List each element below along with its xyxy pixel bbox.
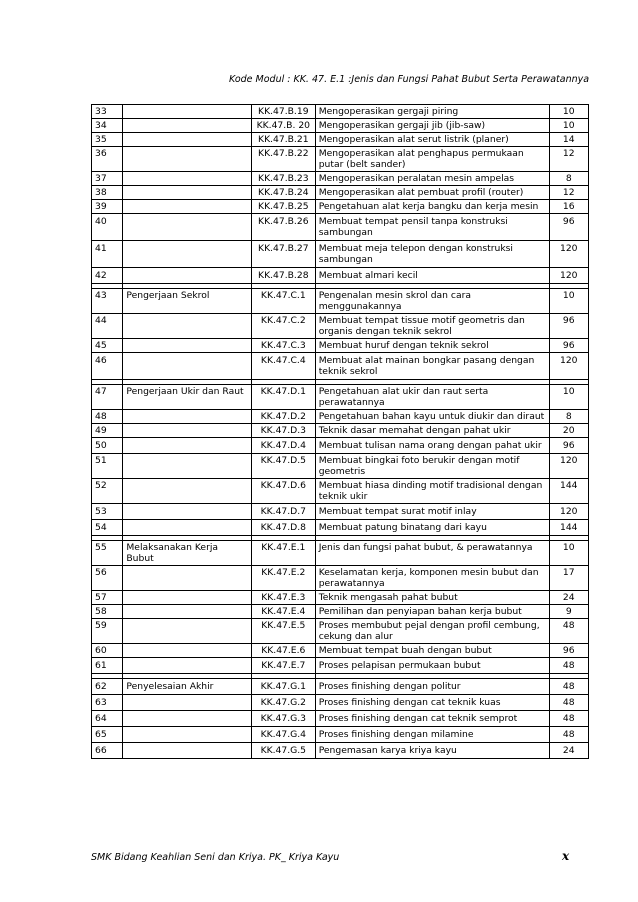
no-cell: 55 bbox=[92, 541, 123, 566]
jp-cell: 14 bbox=[549, 133, 589, 147]
table-row bbox=[92, 438, 589, 454]
uraian-cell: Mengoperasikan gergaji jib (jib-saw) bbox=[315, 119, 549, 133]
kode-cell: KK.47.D.5 bbox=[251, 454, 315, 479]
uraian-cell: Membuat alat mainan bongkar pasang dengan teknik sekrol bbox=[315, 353, 549, 380]
jp-cell: 48 bbox=[549, 695, 589, 711]
no-cell: 49 bbox=[92, 424, 123, 438]
no-cell: 50 bbox=[92, 438, 123, 454]
jp-cell: 24 bbox=[549, 591, 589, 605]
uraian-cell: Proses finishing dengan cat teknik kuas bbox=[315, 695, 549, 711]
uraian-cell: Membuat hiasa dinding motif tradisional dengan teknik ukir bbox=[315, 479, 549, 504]
jp-cell: 96 bbox=[549, 339, 589, 353]
uraian-cell: Proses pelapisan permukaan bubut bbox=[315, 658, 549, 674]
uraian-cell: Jenis dan fungsi pahat bubut, & perawatannya bbox=[315, 541, 549, 566]
uraian-cell: Membuat meja telepon dengan konstruksi sambungan bbox=[315, 241, 549, 268]
table-row bbox=[92, 743, 589, 759]
kode-cell: KK.47.B.22 bbox=[251, 147, 315, 172]
uraian-cell: Membuat tempat tissue motif geometris dan organis dengan teknik sekrol bbox=[315, 314, 549, 339]
table-row bbox=[92, 172, 589, 186]
jp-cell: 10 bbox=[549, 541, 589, 566]
no-cell: 51 bbox=[92, 454, 123, 479]
unit-cell bbox=[123, 147, 252, 172]
unit-cell: Pengerjaan Ukir dan Raut bbox=[123, 385, 252, 410]
unit-cell bbox=[123, 711, 252, 727]
unit-cell bbox=[123, 268, 252, 284]
table-row bbox=[92, 410, 589, 424]
uraian-cell: Membuat tempat buah dengan bubut bbox=[315, 644, 549, 658]
table-row bbox=[92, 147, 589, 172]
jp-cell: 120 bbox=[549, 454, 589, 479]
unit-cell bbox=[123, 504, 252, 520]
uraian-cell: Membuat patung binatang dari kayu bbox=[315, 520, 549, 536]
unit-cell bbox=[123, 605, 252, 619]
no-cell: 37 bbox=[92, 172, 123, 186]
kode-cell: KK.47.B.26 bbox=[251, 214, 315, 241]
kode-cell: KK.47.B.25 bbox=[251, 200, 315, 214]
kode-cell: KK.47.D.8 bbox=[251, 520, 315, 536]
no-cell: 57 bbox=[92, 591, 123, 605]
kode-cell: KK.47.C.2 bbox=[251, 314, 315, 339]
no-cell: 61 bbox=[92, 658, 123, 674]
uraian-cell: Teknik dasar memahat dengan pahat ukir bbox=[315, 424, 549, 438]
no-cell: 45 bbox=[92, 339, 123, 353]
table-row bbox=[92, 504, 589, 520]
jp-cell: 48 bbox=[549, 658, 589, 674]
kode-cell: KK.47.E.1 bbox=[251, 541, 315, 566]
kode-cell: KK.47.D.2 bbox=[251, 410, 315, 424]
table-row bbox=[92, 619, 589, 644]
kode-cell: KK.47.G.4 bbox=[251, 727, 315, 743]
unit-cell bbox=[123, 186, 252, 200]
no-cell: 56 bbox=[92, 566, 123, 591]
uraian-cell: Proses finishing dengan milamine bbox=[315, 727, 549, 743]
jp-cell: 48 bbox=[549, 679, 589, 695]
no-cell: 36 bbox=[92, 147, 123, 172]
uraian-cell: Mengoperasikan alat penghapus permukaan putar (belt sander) bbox=[315, 147, 549, 172]
table-row bbox=[92, 214, 589, 241]
jp-cell: 144 bbox=[549, 520, 589, 536]
kode-cell: KK.47.E.6 bbox=[251, 644, 315, 658]
jp-cell: 12 bbox=[549, 186, 589, 200]
table-row bbox=[92, 200, 589, 214]
no-cell: 63 bbox=[92, 695, 123, 711]
unit-cell bbox=[123, 214, 252, 241]
table-row bbox=[92, 385, 589, 410]
jp-cell: 8 bbox=[549, 410, 589, 424]
unit-cell bbox=[123, 695, 252, 711]
uraian-cell: Mengoperasikan alat serut listrik (planer) bbox=[315, 133, 549, 147]
unit-cell bbox=[123, 119, 252, 133]
jp-cell: 144 bbox=[549, 479, 589, 504]
uraian-cell: Membuat tulisan nama orang dengan pahat ukir bbox=[315, 438, 549, 454]
jp-cell: 17 bbox=[549, 566, 589, 591]
kode-cell: KK.47.E.3 bbox=[251, 591, 315, 605]
no-cell: 62 bbox=[92, 679, 123, 695]
jp-cell: 24 bbox=[549, 743, 589, 759]
no-cell: 66 bbox=[92, 743, 123, 759]
table-row bbox=[92, 541, 589, 566]
no-cell: 65 bbox=[92, 727, 123, 743]
kode-cell: KK.47.E.2 bbox=[251, 566, 315, 591]
jp-cell: 10 bbox=[549, 105, 589, 119]
no-cell: 48 bbox=[92, 410, 123, 424]
jp-cell: 16 bbox=[549, 200, 589, 214]
table-row bbox=[92, 479, 589, 504]
unit-cell bbox=[123, 727, 252, 743]
unit-cell bbox=[123, 566, 252, 591]
jp-cell: 96 bbox=[549, 214, 589, 241]
unit-cell bbox=[123, 339, 252, 353]
unit-cell bbox=[123, 410, 252, 424]
uraian-cell: Membuat almari kecil bbox=[315, 268, 549, 284]
jp-cell: 10 bbox=[549, 289, 589, 314]
unit-cell bbox=[123, 658, 252, 674]
table-row bbox=[92, 520, 589, 536]
no-cell: 34 bbox=[92, 119, 123, 133]
unit-cell bbox=[123, 591, 252, 605]
no-cell: 46 bbox=[92, 353, 123, 380]
table-row bbox=[92, 591, 589, 605]
table-row bbox=[92, 424, 589, 438]
kode-cell: KK.47.B.23 bbox=[251, 172, 315, 186]
unit-cell bbox=[123, 619, 252, 644]
kode-cell: KK.47.B.19 bbox=[251, 105, 315, 119]
kode-cell: KK.47.G.1 bbox=[251, 679, 315, 695]
jp-cell: 120 bbox=[549, 504, 589, 520]
no-cell: 44 bbox=[92, 314, 123, 339]
table-row bbox=[92, 605, 589, 619]
table-row bbox=[92, 186, 589, 200]
unit-cell: Pengerjaan Sekrol bbox=[123, 289, 252, 314]
jp-cell: 120 bbox=[549, 241, 589, 268]
table-row bbox=[92, 711, 589, 727]
jp-cell: 96 bbox=[549, 438, 589, 454]
no-cell: 40 bbox=[92, 214, 123, 241]
kode-cell: KK.47.B. 20 bbox=[251, 119, 315, 133]
unit-cell bbox=[123, 438, 252, 454]
uraian-cell: Pengemasan karya kriya kayu bbox=[315, 743, 549, 759]
uraian-cell: Membuat bingkai foto berukir dengan motif geometris bbox=[315, 454, 549, 479]
table-row bbox=[92, 695, 589, 711]
kode-cell: KK.47.E.5 bbox=[251, 619, 315, 644]
unit-cell bbox=[123, 200, 252, 214]
unit-cell bbox=[123, 520, 252, 536]
no-cell: 43 bbox=[92, 289, 123, 314]
uraian-cell: Proses membubut pejal dengan profil cembung, cekung dan alur bbox=[315, 619, 549, 644]
no-cell: 47 bbox=[92, 385, 123, 410]
footer-text: SMK Bidang Keahlian Seni dan Kriya. PK_ Kriya Kayu bbox=[91, 852, 340, 863]
jp-cell: 20 bbox=[549, 424, 589, 438]
kode-cell: KK.47.B.28 bbox=[251, 268, 315, 284]
unit-cell bbox=[123, 133, 252, 147]
table-row bbox=[92, 727, 589, 743]
jp-cell: 96 bbox=[549, 644, 589, 658]
jp-cell: 120 bbox=[549, 268, 589, 284]
module-table-body bbox=[92, 105, 589, 759]
uraian-cell: Mengoperasikan gergaji piring bbox=[315, 105, 549, 119]
table-row bbox=[92, 105, 589, 119]
unit-cell bbox=[123, 172, 252, 186]
kode-cell: KK.47.B.27 bbox=[251, 241, 315, 268]
kode-cell: KK.47.D.7 bbox=[251, 504, 315, 520]
jp-cell: 96 bbox=[549, 314, 589, 339]
page-number: x bbox=[562, 849, 570, 863]
table-row bbox=[92, 314, 589, 339]
jp-cell: 10 bbox=[549, 119, 589, 133]
no-cell: 42 bbox=[92, 268, 123, 284]
kode-cell: KK.47.E.4 bbox=[251, 605, 315, 619]
unit-cell bbox=[123, 743, 252, 759]
no-cell: 53 bbox=[92, 504, 123, 520]
no-cell: 33 bbox=[92, 105, 123, 119]
kode-cell: KK.47.C.4 bbox=[251, 353, 315, 380]
uraian-cell: Membuat huruf dengan teknik sekrol bbox=[315, 339, 549, 353]
jp-cell: 9 bbox=[549, 605, 589, 619]
page-header: Kode Modul : KK. 47. E.1 :Jenis dan Fungsi Pahat Bubut Serta Perawatannya bbox=[228, 74, 590, 85]
uraian-cell: Proses finishing dengan politur bbox=[315, 679, 549, 695]
no-cell: 38 bbox=[92, 186, 123, 200]
no-cell: 35 bbox=[92, 133, 123, 147]
uraian-cell: Membuat tempat surat motif inlay bbox=[315, 504, 549, 520]
table-row bbox=[92, 658, 589, 674]
table-row bbox=[92, 268, 589, 284]
uraian-cell: Teknik mengasah pahat bubut bbox=[315, 591, 549, 605]
table-row bbox=[92, 339, 589, 353]
table-row bbox=[92, 566, 589, 591]
no-cell: 59 bbox=[92, 619, 123, 644]
no-cell: 64 bbox=[92, 711, 123, 727]
unit-cell: Melaksanakan Kerja Bubut bbox=[123, 541, 252, 566]
kode-cell: KK.47.G.3 bbox=[251, 711, 315, 727]
kode-cell: KK.47.D.3 bbox=[251, 424, 315, 438]
jp-cell: 120 bbox=[549, 353, 589, 380]
uraian-cell: Mengoperasikan peralatan mesin ampelas bbox=[315, 172, 549, 186]
unit-cell: Penyelesaian Akhir bbox=[123, 679, 252, 695]
unit-cell bbox=[123, 314, 252, 339]
uraian-cell: Pengenalan mesin skrol dan cara menggunakannya bbox=[315, 289, 549, 314]
uraian-cell: Keselamatan kerja, komponen mesin bubut dan perawatannya bbox=[315, 566, 549, 591]
table-row bbox=[92, 241, 589, 268]
kode-cell: KK.47.D.6 bbox=[251, 479, 315, 504]
no-cell: 58 bbox=[92, 605, 123, 619]
table-row bbox=[92, 119, 589, 133]
jp-cell: 48 bbox=[549, 711, 589, 727]
kode-cell: KK.47.D.4 bbox=[251, 438, 315, 454]
table-row bbox=[92, 454, 589, 479]
uraian-cell: Proses finishing dengan cat teknik semprot bbox=[315, 711, 549, 727]
unit-cell bbox=[123, 241, 252, 268]
uraian-cell: Pengetahuan alat kerja bangku dan kerja mesin bbox=[315, 200, 549, 214]
kode-cell: KK.47.C.3 bbox=[251, 339, 315, 353]
uraian-cell: Pemilihan dan penyiapan bahan kerja bubut bbox=[315, 605, 549, 619]
unit-cell bbox=[123, 424, 252, 438]
table-row bbox=[92, 644, 589, 658]
uraian-cell: Pengetahuan alat ukir dan raut serta perawatannya bbox=[315, 385, 549, 410]
jp-cell: 8 bbox=[549, 172, 589, 186]
kode-cell: KK.47.B.21 bbox=[251, 133, 315, 147]
kode-cell: KK.47.C.1 bbox=[251, 289, 315, 314]
table-row bbox=[92, 353, 589, 380]
jp-cell: 48 bbox=[549, 727, 589, 743]
jp-cell: 12 bbox=[549, 147, 589, 172]
uraian-cell: Membuat tempat pensil tanpa konstruksi sambungan bbox=[315, 214, 549, 241]
jp-cell: 48 bbox=[549, 619, 589, 644]
uraian-cell: Pengetahuan bahan kayu untuk diukir dan diraut bbox=[315, 410, 549, 424]
table-row bbox=[92, 679, 589, 695]
kode-cell: KK.47.G.2 bbox=[251, 695, 315, 711]
no-cell: 54 bbox=[92, 520, 123, 536]
no-cell: 39 bbox=[92, 200, 123, 214]
jp-cell: 10 bbox=[549, 385, 589, 410]
kode-cell: KK.47.G.5 bbox=[251, 743, 315, 759]
table-row bbox=[92, 133, 589, 147]
module-table bbox=[91, 104, 589, 759]
uraian-cell: Mengoperasikan alat pembuat profil (router) bbox=[315, 186, 549, 200]
no-cell: 52 bbox=[92, 479, 123, 504]
unit-cell bbox=[123, 644, 252, 658]
unit-cell bbox=[123, 479, 252, 504]
no-cell: 41 bbox=[92, 241, 123, 268]
unit-cell bbox=[123, 353, 252, 380]
kode-cell: KK.47.D.1 bbox=[251, 385, 315, 410]
unit-cell bbox=[123, 105, 252, 119]
kode-cell: KK.47.E.7 bbox=[251, 658, 315, 674]
table-row bbox=[92, 289, 589, 314]
unit-cell bbox=[123, 454, 252, 479]
kode-cell: KK.47.B.24 bbox=[251, 186, 315, 200]
no-cell: 60 bbox=[92, 644, 123, 658]
